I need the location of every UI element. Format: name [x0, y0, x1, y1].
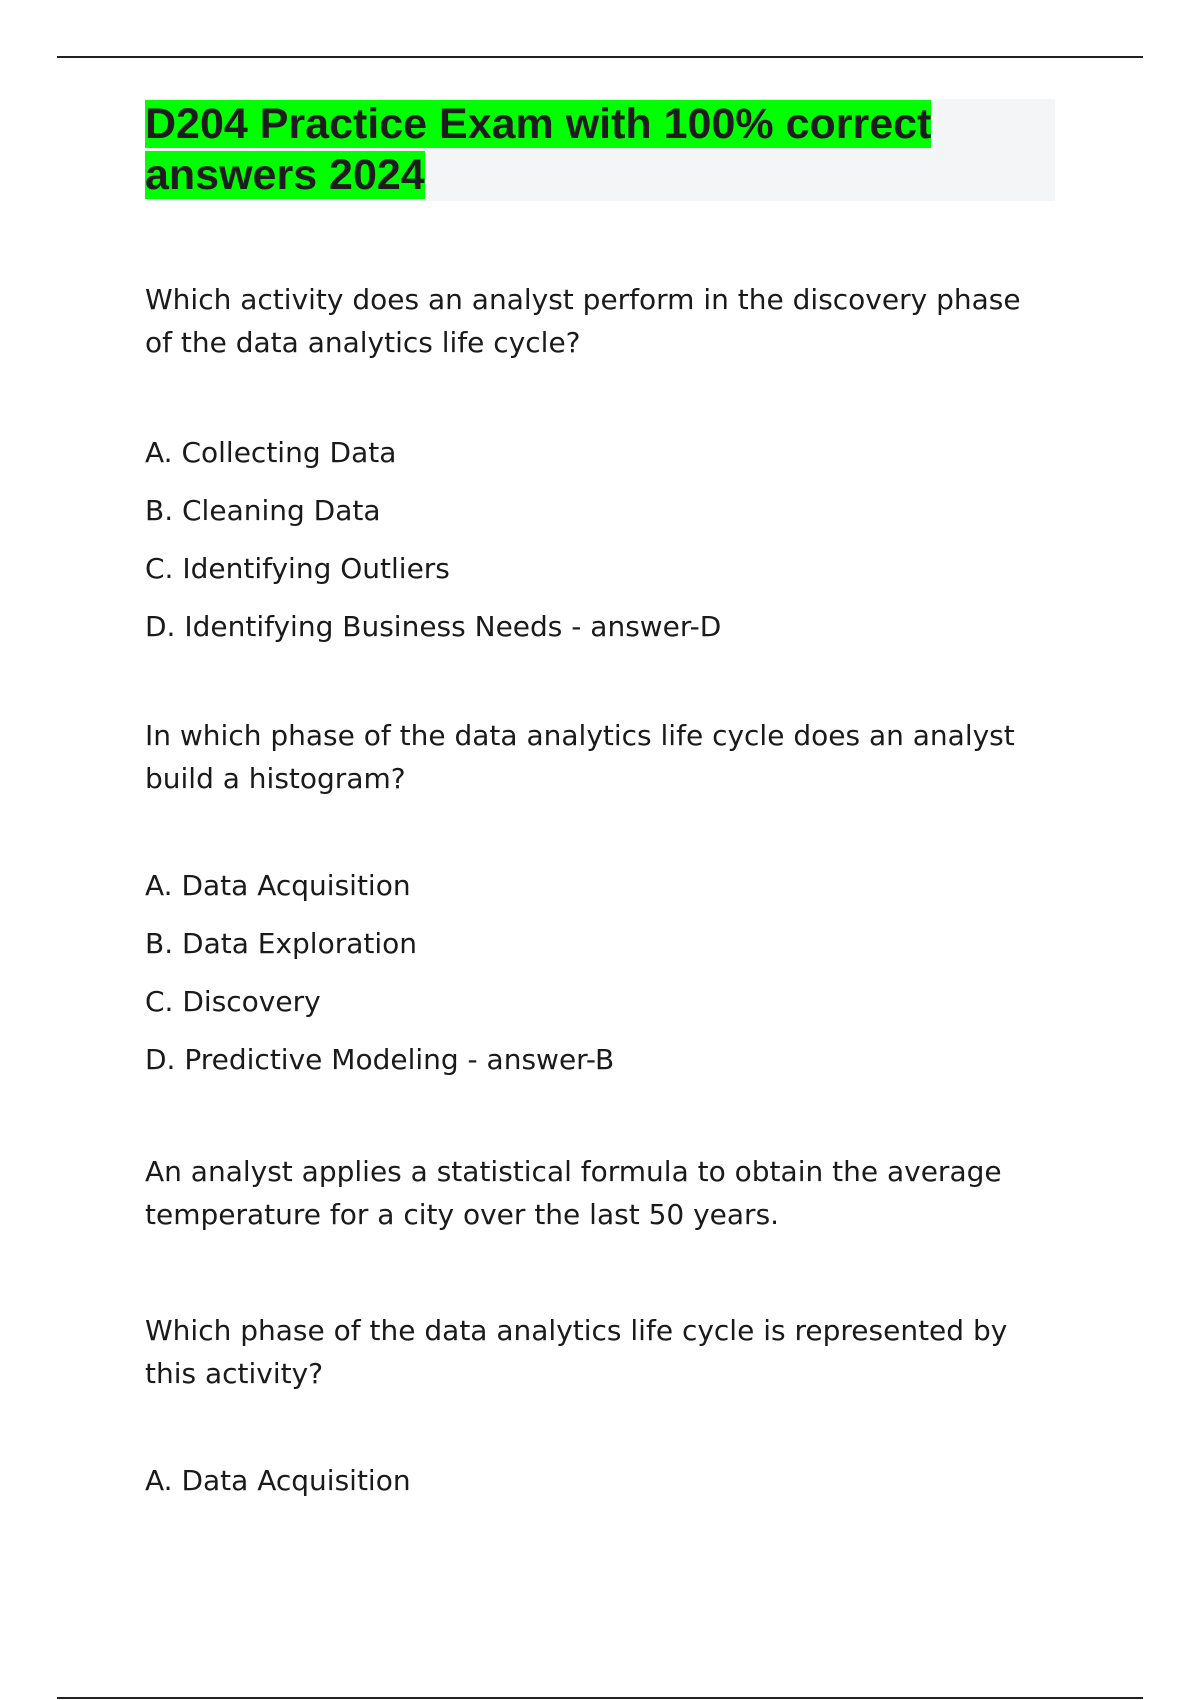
question-3-scenario: An analyst applies a statistical formula to obtain the average temperature for a city over the last 50 years.: [145, 1155, 1002, 1231]
question-1-option-b: B. Cleaning Data: [145, 494, 381, 527]
question-1-text: Which activity does an analyst perform in the discovery phase of the data analytics life cycle?: [145, 283, 1021, 359]
question-2-option-b: B. Data Exploration: [145, 927, 418, 960]
question-3-text: Which phase of the data analytics life cycle is represented by this activity?: [145, 1314, 1008, 1390]
question-2-option-c: C. Discovery: [145, 985, 321, 1018]
question-2-text: In which phase of the data analytics life cycle does an analyst build a histogram?: [145, 719, 1015, 795]
title-block: [145, 99, 1055, 201]
question-1-option-a: A. Collecting Data: [145, 436, 397, 469]
question-2-option-d: D. Predictive Modeling - answer-B: [145, 1043, 615, 1076]
document-title: [145, 99, 965, 201]
question-3-option-a: A. Data Acquisition: [145, 1464, 411, 1497]
header-rule: [57, 56, 1143, 58]
footer-rule: [57, 1697, 1143, 1699]
question-2-option-a: A. Data Acquisition: [145, 869, 411, 902]
question-1-option-d: D. Identifying Business Needs - answer-D: [145, 610, 722, 643]
document-body: [145, 278, 1045, 1510]
document-title-text: D204 Practice Exam with 100% correct answers 2024: [145, 100, 932, 199]
question-1-option-c: C. Identifying Outliers: [145, 552, 450, 585]
